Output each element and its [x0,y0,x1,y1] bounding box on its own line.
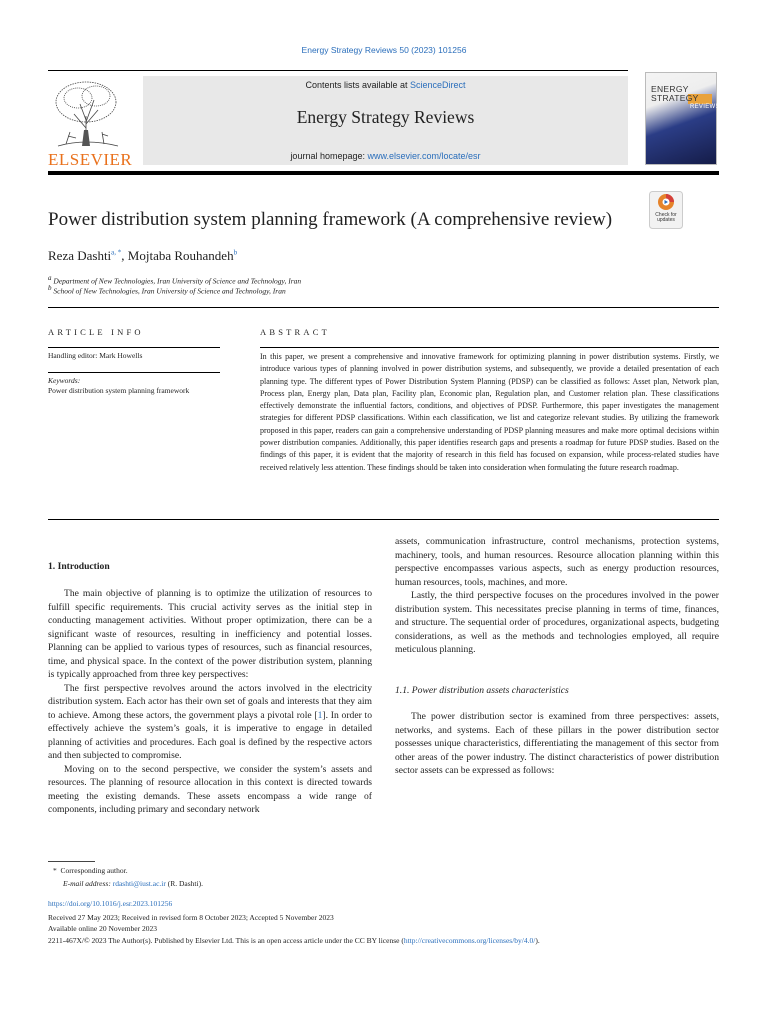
abstract-text: In this paper, we present a comprehensive and innovative framework for optimizing planning in power distribution systems. Firstly, we introduce various types of planning involved in power distribution systems, and subsequently, we provide a detailed presentation of each planning type. The different types of Power Distribution System Planning (PDSP) can be classified as follows: Asset plan, Network plan, Process plan, Energy plan, Data plan, Facility plan, Economic plan, Regulation plan, and Customer relation plan. These classifications effectively demonstrate the influential factors, conditions, and objectives of PDSP. Furthermore, this paper investigates the management strategies for different PDSP classifications. Within each classification, we list and categorize relevant studies. By utilizing the framework proposed in this paper, readers can gain a comprehensive understanding of PDSP planning measures and make more optimal decisions within power distribution companies. Additionally, this paper identifies research gaps and presents a roadmap for future PDSP studies. Based on the findings of this paper, it is evident that the majority of research in this field has focused on expansion, while process-related studies have received relatively less attention. These findings should be taken into consideration when formulating the future research roadmap. [260,352,719,472]
paragraph: The power distribution sector is examined from three perspectives: assets, networks, and systems. Each of these pillars in the power distribution sector possesses unique characteristics, differentiating the management of this sector from other areas of the power industry. The distinct characteristics of power distribution sector assets can be expressed as follows: [395,711,719,776]
paper-title: Power distribution system planning framework (A comprehensive review) [48,209,613,230]
author-name[interactable]: Reza Dashti [48,248,112,263]
divider [48,372,220,373]
journal-homepage-link[interactable]: www.elsevier.com/locate/esr [367,151,481,161]
affiliation-text: Department of New Technologies, Iran University of Science and Technology, Iran [53,276,302,286]
paragraph-continued: assets, communication infrastructure, control mechanisms, protection systems, machinery, tools, and human resources. Resource allocation planning within this perspective encompasses various aspects, such as energy production resources, human resources, tools, machines, and more. [395,536,719,588]
journal-homepage-line [143,151,628,161]
footnote-mark: * [53,866,57,875]
cover-title-line1: ENERGY [651,84,689,94]
license-text: 2211-467X/© 2023 The Author(s). Published by Elsevier Ltd. This is an open access article under the CC BY license ( [48,936,404,945]
check-for-updates-icon[interactable] [649,191,683,229]
abstract-heading: ABSTRACT [260,327,330,337]
sciencedirect-link[interactable]: ScienceDirect [410,80,466,90]
affiliation-b [48,284,286,296]
elsevier-wordmark: ELSEVIER [48,150,133,169]
license-statement [48,936,540,945]
available-online-date: Available online 20 November 2023 [48,924,157,933]
divider [260,347,719,348]
paragraph: The main objective of planning is to optimize the utilization of resources to fulfill specific requirements. This crucial activity serves as the initial step in conducting management activities. Without proper optimization, there can be a significant waste of resources, resulting in inefficiency and potential losses. Planning can be applied to various types of resources, such as financial resources, time, and physical space. In the context of the power distribution system, planning is typically approached from three key perspectives: [48,588,372,680]
paragraph-text: The first perspective revolves around the actors involved in the electricity distribution system. Each actor has their own set of goals and interests that they aim to achieve. Among these actors, the government plays a pivotal role [ [48,682,372,721]
footnote-text: Corresponding author. [60,866,128,875]
paragraph: Lastly, the third perspective focuses on the procedures involved in the power distribution system. This necessitates precise planning in terms of time, finances, and structure. The sequential order of procedures, organizational aspects, budgeting considerations, as well as the methods and technologies employed, all require meticulous planning. [395,590,719,655]
contents-availability-line [143,80,628,90]
keywords-value: Power distribution system planning framework [48,386,190,395]
doi-link[interactable]: https://doi.org/10.1016/j.esr.2023.101256 [48,899,173,908]
affiliation-mark: b [48,284,52,292]
email-label: E-mail address: [63,879,113,888]
body-right-column-top [395,535,719,657]
email-footnote [63,879,203,888]
received-dates: Received 27 May 2023; Received in revised form 8 October 2023; Accepted 5 November 2023 [48,913,334,922]
header-bottom-rule [48,171,719,175]
check-for-updates-label[interactable]: Check for updates [655,212,677,223]
handling-editor: Handling editor: Mark Howells [48,351,143,360]
body-right-column-bottom [395,710,719,778]
author-list [48,248,237,264]
email-suffix: (R. Dashti). [165,879,203,888]
journal-title: Energy Strategy Reviews [296,107,475,127]
affiliation-mark: a [48,274,52,282]
corresponding-author-note [53,866,128,875]
header-top-rule [48,70,628,71]
paragraph: Moving on to the second perspective, we consider the system’s assets and resources. The planning of resource allocation in this context is directed towards meeting the existing demands. These assets encompass a wide range of components, including primary and secondary network [48,763,372,815]
citation-link[interactable]: 1 [317,709,323,721]
paragraph [48,682,372,763]
subsection-heading: 1.1. Power distribution assets characteristics [395,685,569,696]
journal-reference-link[interactable]: Energy Strategy Reviews 50 (2023) 101256 [301,45,467,55]
license-suffix: ). [535,936,540,945]
author-name[interactable]: Mojtaba Rouhandeh [127,248,234,263]
cover-title-line3: REVIEWS [690,104,720,110]
contents-prefix: Contents lists available at [305,80,411,90]
divider [48,519,719,520]
author-affiliation-marker[interactable]: b [233,248,238,257]
body-left-column [48,587,372,817]
license-link[interactable]: http://creativecommons.org/licenses/by/4.0/ [403,936,536,945]
divider [48,347,220,348]
article-info-heading: ARTICLE INFO [48,327,144,337]
paragraph-text: ]. In order to effectively achieve the system’s goals, it is imperative to engage in detailed planning of activities and procedures. Each goal is defined by the respective actors and then subjected to compromise. [48,709,372,761]
cover-title-line2: STRATEGY [651,93,699,103]
footnote-rule [48,861,95,862]
author-affiliation-marker[interactable]: a, * [111,248,122,257]
divider [48,307,719,308]
section-heading-introduction: 1. Introduction [48,561,110,572]
author-separator: , [121,248,128,263]
author-email-link[interactable]: rdashti@iust.ac.ir [112,879,166,888]
affiliation-text: School of New Technologies, Iran University of Science and Technology, Iran [53,286,286,296]
homepage-prefix: journal homepage: [290,151,368,161]
keywords-label: Keywords: [48,376,81,385]
